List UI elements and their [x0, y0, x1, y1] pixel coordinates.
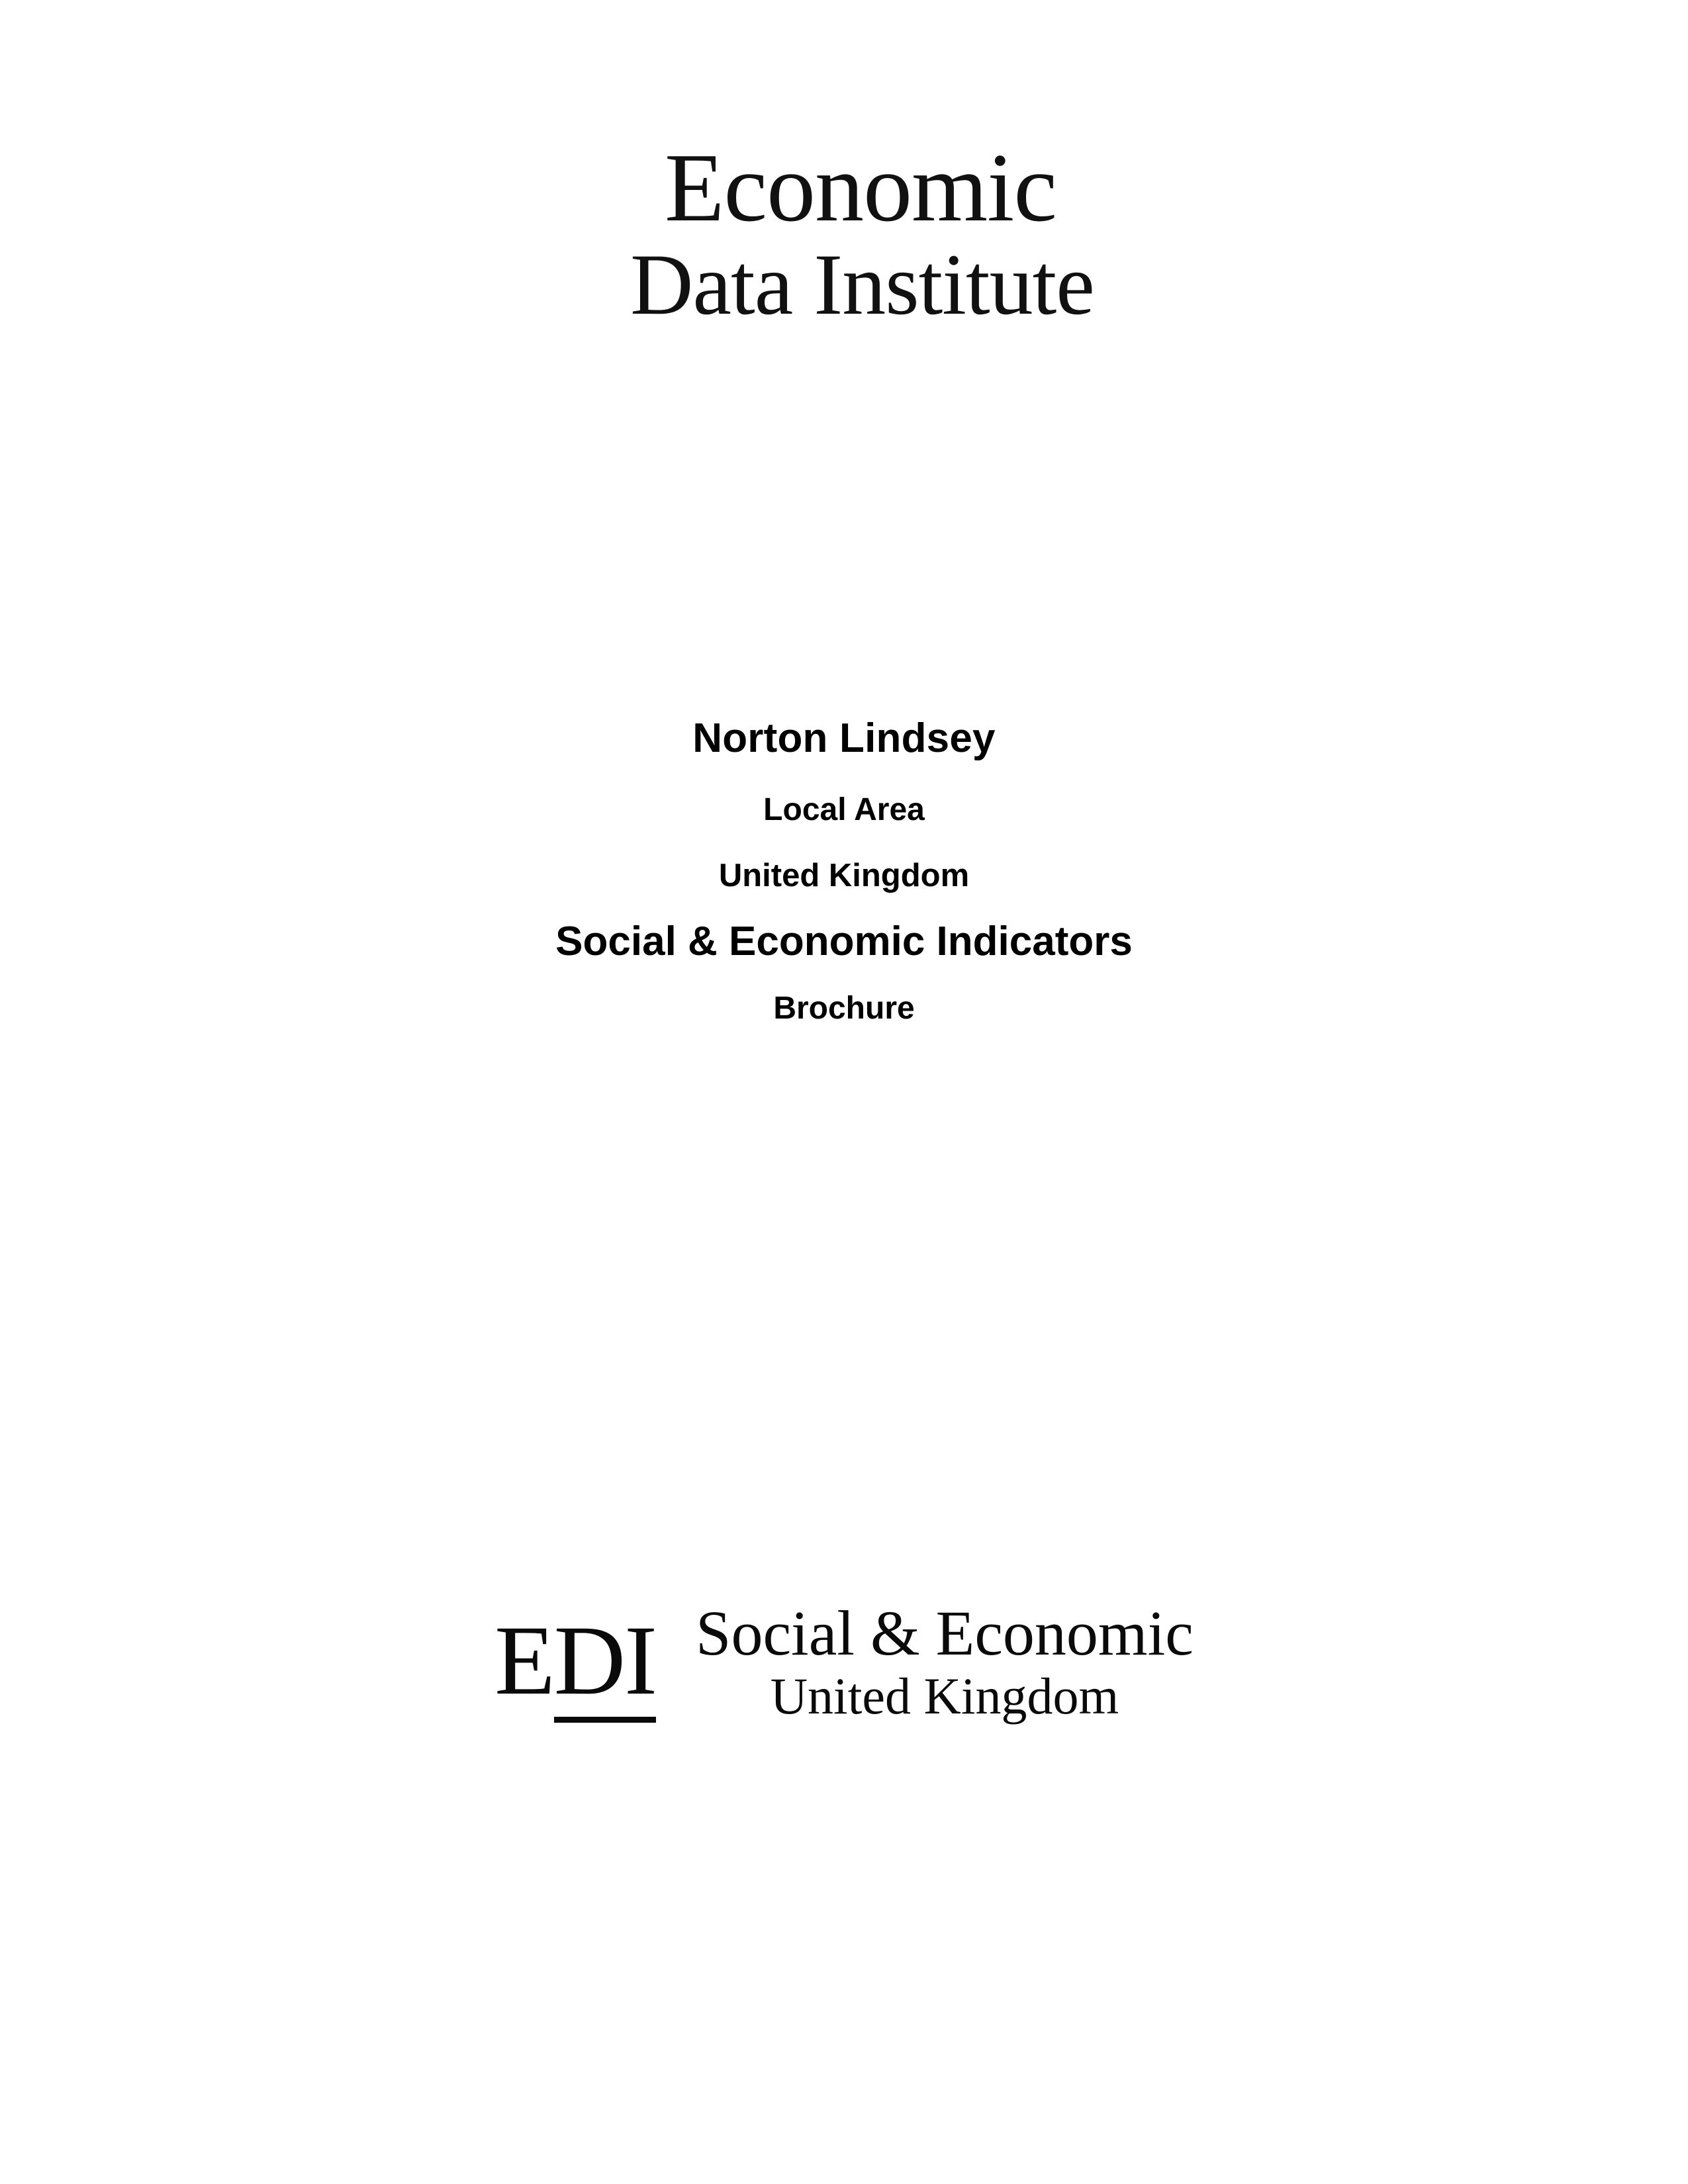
edi-footer-logo — [0, 1598, 1688, 1725]
masthead-line-data-institute: Data Institute — [630, 236, 1094, 333]
document-type-label: Brochure — [773, 991, 915, 1026]
page-title-area-name: Norton Lindsey — [692, 715, 996, 761]
edi-monogram — [494, 1606, 657, 1715]
edi-monogram-e: E — [494, 1606, 554, 1715]
edi-wordmark-line1: Social & Economic — [696, 1598, 1194, 1668]
edi-wordmark — [696, 1598, 1194, 1725]
area-level-label: Local Area — [763, 792, 925, 827]
edi-wordmark-line2: United Kingdom — [770, 1667, 1119, 1725]
masthead-logo — [0, 134, 1688, 333]
subject-label: Social & Economic Indicators — [555, 919, 1133, 964]
masthead-line-economic: Economic — [664, 134, 1057, 242]
edi-monogram-di: DI — [554, 1606, 656, 1723]
country-label: United Kingdom — [718, 858, 970, 893]
title-block — [0, 715, 1688, 1026]
